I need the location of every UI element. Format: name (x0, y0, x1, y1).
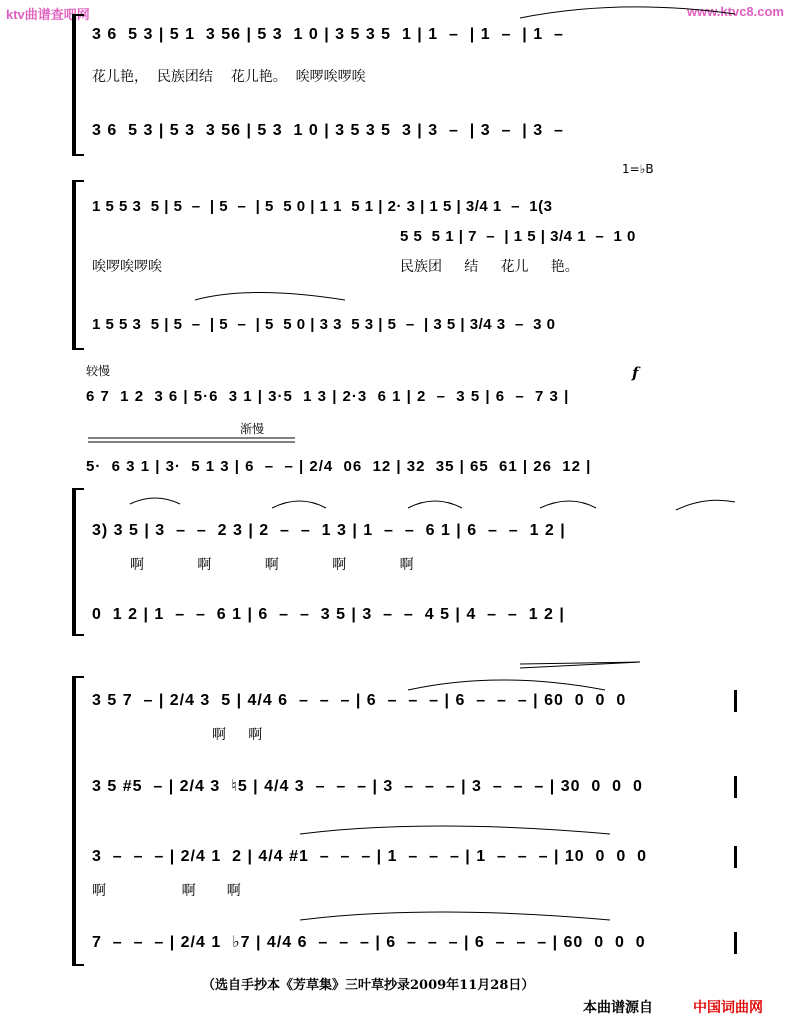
notation-line-upper-inner: 5 5 5 1 | 7 – | 1 5 | 3/4 1 – 1 0 (400, 228, 636, 245)
slur (300, 826, 610, 834)
slur (540, 501, 596, 508)
slur (195, 293, 345, 301)
slur (300, 912, 610, 920)
notation-line: 6 7 1 2 3 6 | 5·6 3 1 | 3·5 1 3 | 2·3 6 1 | 2 – 3 5 | 6 – 7 3 | (86, 388, 570, 405)
dynamic-mark: f (632, 364, 639, 382)
source-note: （选自手抄本《芳草集》三叶草抄录2009年11月28日） (202, 978, 535, 993)
notation-line-3: 3 – – – | 2/4 1 2 | 4/4 #1 – – – | 1 – – – | 1 – – – | 10 0 0 0 (92, 848, 648, 865)
notation-line-lower: 3 6 5 3 | 5 3 3 56 | 5 3 1 0 | 3 5 3 5 3 | 3 – | 3 – | 3 – (92, 122, 564, 139)
source-label: 本曲谱源自 (583, 1000, 653, 1016)
slur (130, 498, 180, 504)
slur (408, 680, 605, 690)
key-signature: 1=♭B (622, 162, 654, 176)
notation-line-upper: 1 5 5 3 5 | 5 – | 5 – | 5 5 0 | 1 1 5 1 | 2· 3 | 1 5 | 3/4 1 – 1(3 (92, 198, 553, 215)
notation-line-lower: 0 1 2 | 1 – – 6 1 | 6 – – 3 5 | 3 – – 4 5 | 4 – – 1 2 | (92, 606, 565, 623)
slur (676, 500, 735, 510)
slur (408, 501, 462, 508)
tempo-mark: 较慢 (86, 364, 111, 378)
notation-line-2: 3 5 #5 – | 2/4 3 ♮5 | 4/4 3 – – – | 3 – – – | 3 – – – | 30 0 0 0 (92, 778, 643, 795)
tempo-mark-2: 渐慢 (240, 422, 265, 436)
lyrics-line-1: 啊 啊 (212, 727, 263, 743)
lyrics-line: 啊 啊 啊 啊 啊 (130, 557, 414, 573)
notation-line-upper: 3) 3 5 | 3 – – 2 3 | 2 – – 1 3 | 1 – – 6 1 | 6 – – 1 2 | (92, 522, 566, 539)
slur (520, 7, 735, 18)
notation-line-upper: 3 6 5 3 | 5 1 3 56 | 5 3 1 0 | 3 5 3 5 1 | 1 – | 1 – | 1 – (92, 26, 564, 43)
lyrics-line: 花儿艳， 民族团结 花儿艳。 唉啰唉啰唉 (92, 69, 366, 85)
notation-line-1: 3 5 7 – | 2/4 3 5 | 4/4 6 – – – | 6 – – – | 6 – – – | 60 0 0 0 (92, 692, 627, 709)
notation-line-2: 5· 6 3 1 | 3· 5 1 3 | 6 – – | 2/4 06 12 | 32 35 | 65 61 | 26 12 | (86, 458, 592, 475)
source-site[interactable]: 中国词曲网 (693, 1000, 763, 1016)
watermark-right: www.ktvc8.com (686, 4, 784, 19)
lyrics-line-2: 民族团 结 花儿 艳。 (400, 259, 579, 275)
lyrics-line-3: 啊 啊 啊 (92, 883, 241, 899)
watermark-left: ktv曲谱查吧网 (6, 7, 90, 22)
notation-line-lower: 1 5 5 3 5 | 5 – | 5 – | 5 5 0 | 3 3 5 3 | 5 – | 3 5 | 3/4 3 – 3 0 (92, 316, 556, 333)
slur (272, 501, 326, 508)
slur (97, 131, 736, 140)
notation-line-4: 7 – – – | 2/4 1 ♭7 | 4/4 6 – – – | 6 – – – | 6 – – – | 60 0 0 0 (92, 934, 646, 951)
lyrics-line-1: 唉啰唉啰唉 (92, 259, 162, 275)
